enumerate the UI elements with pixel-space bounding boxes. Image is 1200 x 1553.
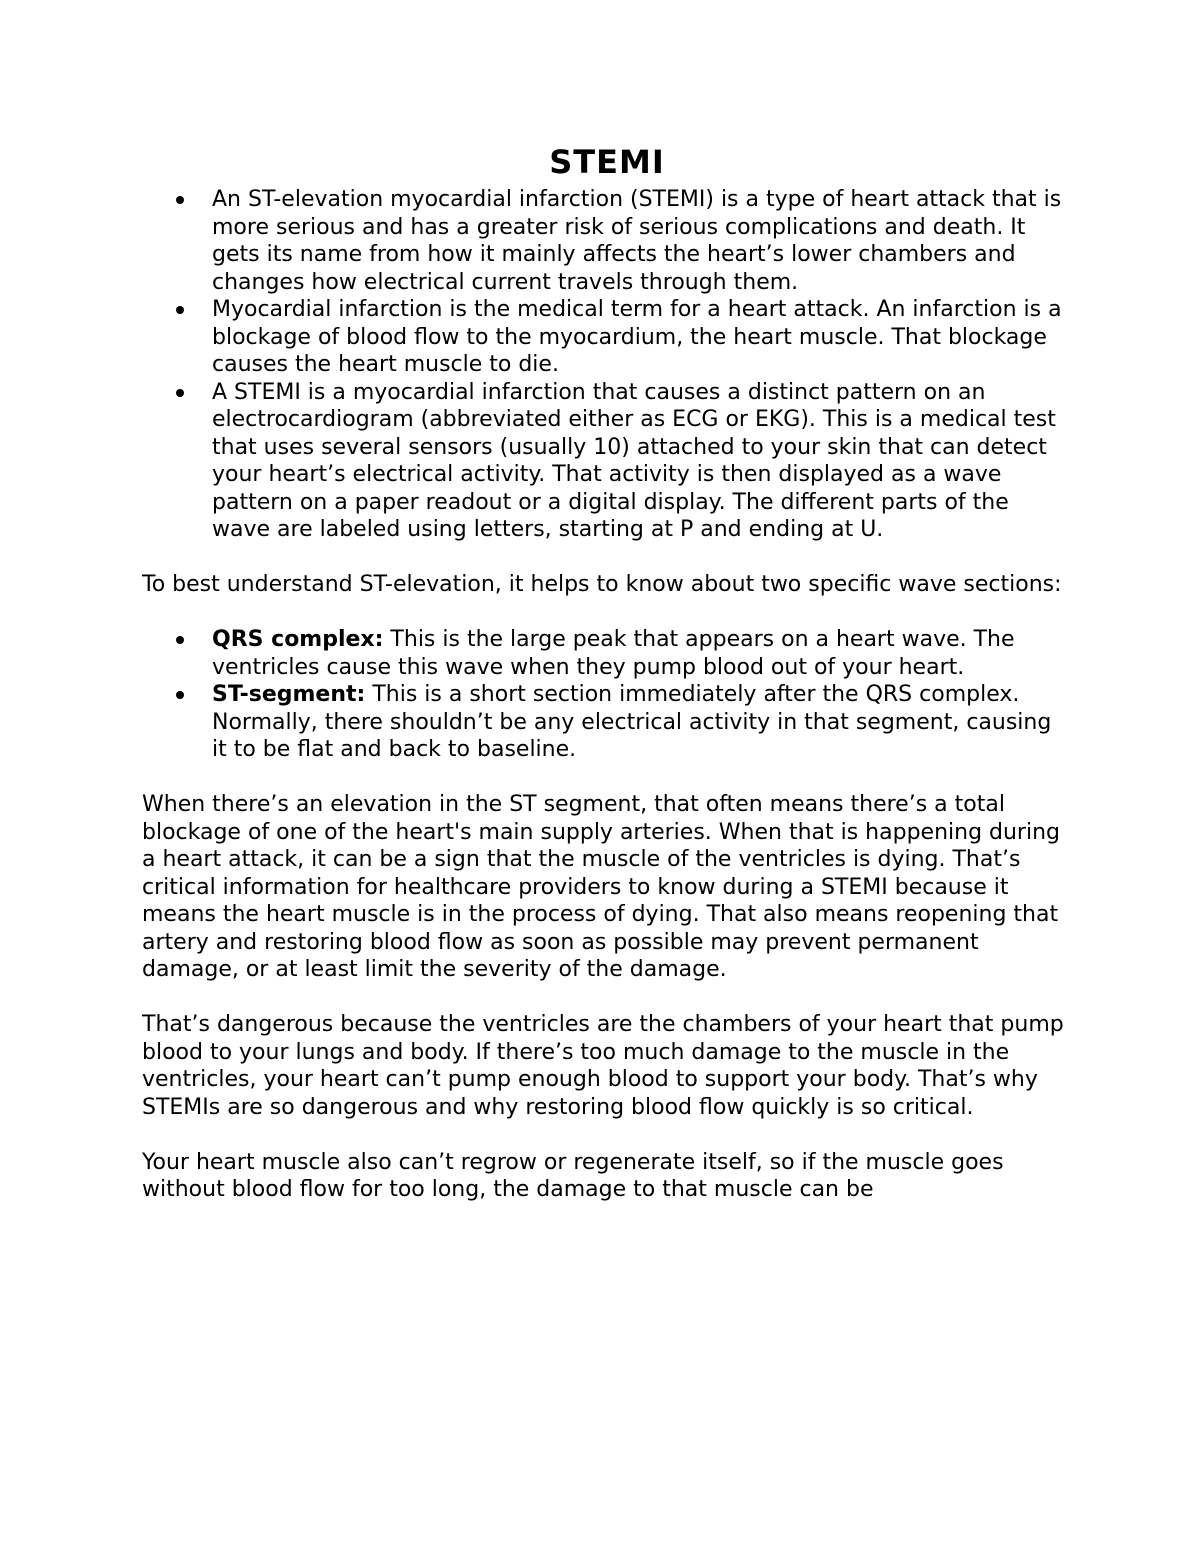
term-st-segment: ST-segment: [212,682,366,707]
document-page [142,138,1072,1204]
document-title: STEMI [549,143,665,181]
list-item-text: An ST-elevation myocardial infarction (STEMI) is a type of heart attack that is more serious and has a greater risk of serious complications and death. It gets its name from how it mainly affects the heart’s lower chambers and changes how electrical current travels through them. [212,187,1062,295]
bullet-icon [176,691,184,699]
paragraph-spacer [142,764,1072,792]
list-item [142,186,1072,296]
paragraph-spacer [142,599,1072,627]
paragraph-spacer [142,1121,1072,1149]
paragraph-spacer [142,544,1072,572]
paragraph-spacer [142,984,1072,1012]
term-qrs-complex: QRS complex: [212,627,384,652]
paragraph-sections: To best understand ST-elevation, it helps to know about two specific wave sections: [142,572,1062,597]
list-item-text: A STEMI is a myocardial infarction that causes a distinct pattern on an electrocardiogram (abbreviated either as ECG or EKG). This is a medical test that uses several sensors (usually 10) attached to your skin that can detect your heart’s electrical activity. That activity is then displayed as a wave pattern on a paper readout or a digital display. The different parts of the wave are labeled using letters, starting at P and ending at U. [212,379,1056,542]
bullet-icon [176,636,184,644]
wave-bullet-list [142,626,1072,764]
paragraph-regrow: Your heart muscle also can’t regrow or regenerate itself, so if the muscle goes without blood flow for too long, the damage to that muscle can be [142,1149,1004,1202]
list-item-text: Myocardial infarction is the medical term for a heart attack. An infarction is a blockage of blood flow to the myocardium, the heart muscle. That blockage causes the heart muscle to die. [212,297,1062,377]
paragraph-dangerous: That’s dangerous because the ventricles are the chambers of your heart that pump blood to your lungs and body. If there’s too much damage to the muscle in the ventricles, your heart can’t pump enough blood to support your body. That’s why STEMIs are so dangerous and why restoring blood flow quickly is so critical. [142,1012,1064,1120]
paragraph-elevation: When there’s an elevation in the ST segment, that often means there’s a total blockage of one of the heart's main supply arteries. When that is happening during a heart attack, it can be a sign that the muscle of the ventricles is dying. That’s critical information for healthcare providers to know during a STEMI because it means the heart muscle is in the process of dying. That also means reopening that artery and restoring blood flow as soon as possible may prevent permanent damage, or at least limit the severity of the damage. [142,792,1060,982]
list-item-text: This is a short section immediately after the QRS complex. Normally, there shouldn’t be any electrical activity in that segment, causing it to be flat and back to baseline. [212,682,1052,762]
bullet-icon [176,389,184,397]
list-item [142,296,1072,379]
bullet-icon [176,196,184,204]
list-item [142,626,1072,681]
list-item-text: This is the large peak that appears on a heart wave. The ventricles cause this wave when they pump blood out of your heart. [212,627,1015,680]
bullet-icon [176,306,184,314]
intro-bullet-list [142,186,1072,544]
list-item [142,379,1072,544]
list-item [142,681,1072,764]
